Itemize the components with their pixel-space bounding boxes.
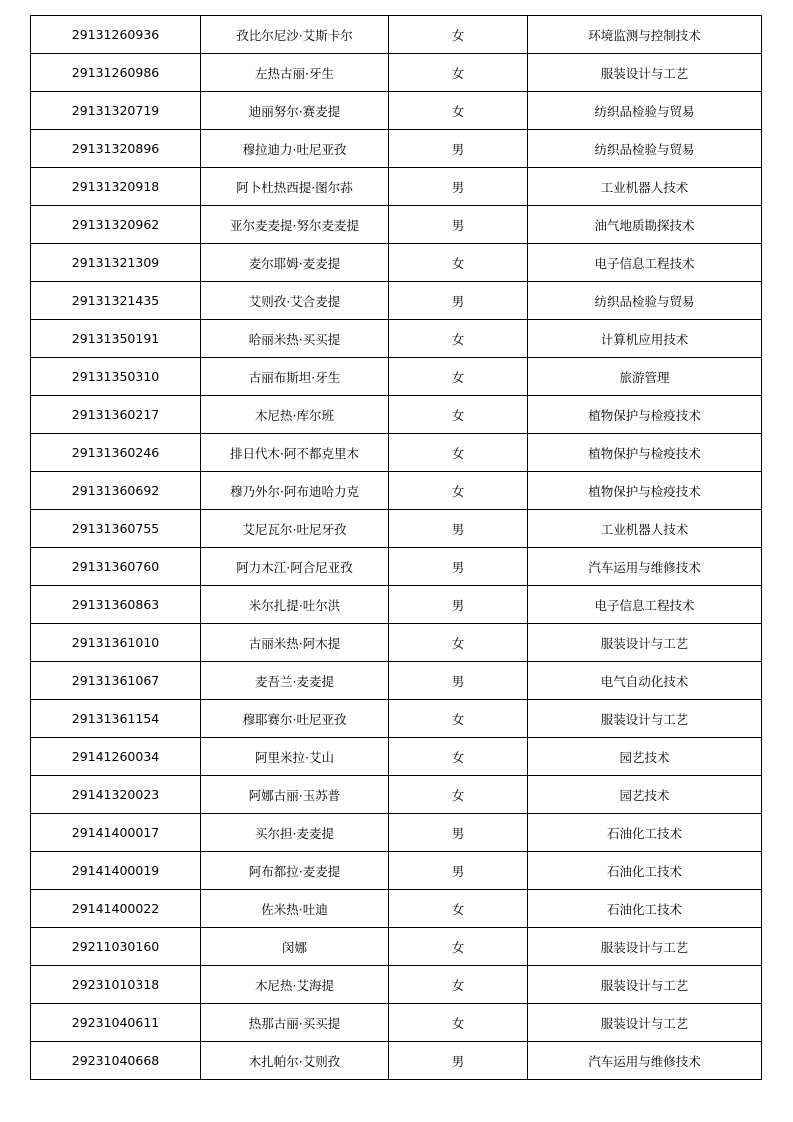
student-name-cell: 艾尼瓦尔·吐尼牙孜 — [201, 510, 389, 548]
gender-cell: 男 — [389, 586, 528, 624]
gender-cell: 男 — [389, 852, 528, 890]
gender-cell: 女 — [389, 434, 528, 472]
major-cell: 环境监测与控制技术 — [528, 16, 762, 54]
table-row — [31, 738, 762, 776]
exam-id-cell: 29141400019 — [31, 852, 201, 890]
exam-id-cell: 29131320918 — [31, 168, 201, 206]
table-row — [31, 320, 762, 358]
major-cell: 计算机应用技术 — [528, 320, 762, 358]
major-cell: 服装设计与工艺 — [528, 1004, 762, 1042]
major-cell: 服装设计与工艺 — [528, 624, 762, 662]
student-name-cell: 古丽布斯坦·牙生 — [201, 358, 389, 396]
gender-cell: 女 — [389, 396, 528, 434]
major-cell: 电子信息工程技术 — [528, 244, 762, 282]
gender-cell: 女 — [389, 700, 528, 738]
table-row — [31, 1004, 762, 1042]
gender-cell: 女 — [389, 776, 528, 814]
table-row — [31, 130, 762, 168]
table-row — [31, 662, 762, 700]
table-body — [31, 16, 762, 1080]
gender-cell: 男 — [389, 510, 528, 548]
student-name-cell: 阿力木江·阿合尼亚孜 — [201, 548, 389, 586]
student-name-cell: 佐米热·吐迪 — [201, 890, 389, 928]
exam-id-cell: 29131260936 — [31, 16, 201, 54]
student-name-cell: 孜比尔尼沙·艾斯卡尔 — [201, 16, 389, 54]
gender-cell: 女 — [389, 472, 528, 510]
gender-cell: 女 — [389, 966, 528, 1004]
table-row — [31, 92, 762, 130]
major-cell: 纺织品检验与贸易 — [528, 92, 762, 130]
table-row — [31, 244, 762, 282]
gender-cell: 女 — [389, 92, 528, 130]
student-name-cell: 艾则孜·艾合麦提 — [201, 282, 389, 320]
student-name-cell: 热那古丽·买买提 — [201, 1004, 389, 1042]
major-cell: 服装设计与工艺 — [528, 966, 762, 1004]
student-name-cell: 木尼热·库尔班 — [201, 396, 389, 434]
student-name-cell: 闵娜 — [201, 928, 389, 966]
table-row — [31, 16, 762, 54]
exam-id-cell: 29131320719 — [31, 92, 201, 130]
student-name-cell: 麦吾兰·麦麦提 — [201, 662, 389, 700]
major-cell: 植物保护与检疫技术 — [528, 434, 762, 472]
exam-id-cell: 29131350191 — [31, 320, 201, 358]
gender-cell: 男 — [389, 168, 528, 206]
student-name-cell: 木尼热·艾海提 — [201, 966, 389, 1004]
table-row — [31, 206, 762, 244]
exam-id-cell: 29131320896 — [31, 130, 201, 168]
gender-cell: 女 — [389, 928, 528, 966]
exam-id-cell: 29141320023 — [31, 776, 201, 814]
table-row — [31, 776, 762, 814]
table-row — [31, 396, 762, 434]
student-name-cell: 阿布都拉·麦麦提 — [201, 852, 389, 890]
major-cell: 服装设计与工艺 — [528, 928, 762, 966]
table-row — [31, 282, 762, 320]
gender-cell: 女 — [389, 54, 528, 92]
table-row — [31, 814, 762, 852]
table-row — [31, 700, 762, 738]
major-cell: 植物保护与检疫技术 — [528, 396, 762, 434]
exam-id-cell: 29131361010 — [31, 624, 201, 662]
student-name-cell: 米尔扎提·吐尔洪 — [201, 586, 389, 624]
table-row — [31, 434, 762, 472]
major-cell: 服装设计与工艺 — [528, 54, 762, 92]
exam-id-cell: 29141400017 — [31, 814, 201, 852]
student-name-cell: 木扎帕尔·艾则孜 — [201, 1042, 389, 1080]
table-row — [31, 586, 762, 624]
student-name-cell: 亚尔麦麦提·努尔麦麦提 — [201, 206, 389, 244]
exam-id-cell: 29131360863 — [31, 586, 201, 624]
gender-cell: 女 — [389, 244, 528, 282]
major-cell: 石油化工技术 — [528, 852, 762, 890]
major-cell: 汽车运用与维修技术 — [528, 548, 762, 586]
exam-id-cell: 29141400022 — [31, 890, 201, 928]
gender-cell: 女 — [389, 1004, 528, 1042]
major-cell: 工业机器人技术 — [528, 510, 762, 548]
major-cell: 石油化工技术 — [528, 890, 762, 928]
student-name-cell: 穆耶赛尔·吐尼亚孜 — [201, 700, 389, 738]
table-row — [31, 358, 762, 396]
student-name-cell: 古丽米热·阿木提 — [201, 624, 389, 662]
exam-id-cell: 29141260034 — [31, 738, 201, 776]
gender-cell: 女 — [389, 320, 528, 358]
exam-id-cell: 29131321435 — [31, 282, 201, 320]
exam-id-cell: 29131360760 — [31, 548, 201, 586]
student-list-table-container — [30, 15, 761, 1080]
exam-id-cell: 29131320962 — [31, 206, 201, 244]
exam-id-cell: 29131361067 — [31, 662, 201, 700]
table-row — [31, 928, 762, 966]
exam-id-cell: 29231040611 — [31, 1004, 201, 1042]
table-row — [31, 510, 762, 548]
student-name-cell: 穆乃外尔·阿布迪哈力克 — [201, 472, 389, 510]
table-row — [31, 1042, 762, 1080]
gender-cell: 男 — [389, 206, 528, 244]
major-cell: 园艺技术 — [528, 776, 762, 814]
student-name-cell: 阿娜古丽·玉苏普 — [201, 776, 389, 814]
table-row — [31, 168, 762, 206]
major-cell: 植物保护与检疫技术 — [528, 472, 762, 510]
student-list-table — [30, 15, 762, 1080]
major-cell: 电气自动化技术 — [528, 662, 762, 700]
exam-id-cell: 29131360217 — [31, 396, 201, 434]
gender-cell: 女 — [389, 624, 528, 662]
gender-cell: 男 — [389, 548, 528, 586]
table-row — [31, 966, 762, 1004]
student-name-cell: 阿卜杜热西提·图尔荪 — [201, 168, 389, 206]
major-cell: 石油化工技术 — [528, 814, 762, 852]
gender-cell: 女 — [389, 738, 528, 776]
student-name-cell: 排日代木·阿不都克里木 — [201, 434, 389, 472]
gender-cell: 男 — [389, 814, 528, 852]
major-cell: 园艺技术 — [528, 738, 762, 776]
gender-cell: 女 — [389, 16, 528, 54]
student-name-cell: 阿里米拉·艾山 — [201, 738, 389, 776]
student-name-cell: 迪丽努尔·赛麦提 — [201, 92, 389, 130]
gender-cell: 女 — [389, 358, 528, 396]
major-cell: 工业机器人技术 — [528, 168, 762, 206]
student-name-cell: 哈丽米热·买买提 — [201, 320, 389, 358]
student-name-cell: 穆拉迪力·吐尼亚孜 — [201, 130, 389, 168]
gender-cell: 男 — [389, 662, 528, 700]
exam-id-cell: 29131360246 — [31, 434, 201, 472]
major-cell: 服装设计与工艺 — [528, 700, 762, 738]
exam-id-cell: 29131350310 — [31, 358, 201, 396]
major-cell: 汽车运用与维修技术 — [528, 1042, 762, 1080]
major-cell: 纺织品检验与贸易 — [528, 282, 762, 320]
table-row — [31, 624, 762, 662]
gender-cell: 女 — [389, 890, 528, 928]
student-name-cell: 左热古丽·牙生 — [201, 54, 389, 92]
major-cell: 旅游管理 — [528, 358, 762, 396]
table-row — [31, 54, 762, 92]
student-name-cell: 买尔担·麦麦提 — [201, 814, 389, 852]
table-row — [31, 852, 762, 890]
exam-id-cell: 29131321309 — [31, 244, 201, 282]
exam-id-cell: 29131360692 — [31, 472, 201, 510]
major-cell: 油气地质勘探技术 — [528, 206, 762, 244]
major-cell: 纺织品检验与贸易 — [528, 130, 762, 168]
table-row — [31, 472, 762, 510]
exam-id-cell: 29131361154 — [31, 700, 201, 738]
gender-cell: 男 — [389, 130, 528, 168]
exam-id-cell: 29131260986 — [31, 54, 201, 92]
exam-id-cell: 29231010318 — [31, 966, 201, 1004]
gender-cell: 男 — [389, 1042, 528, 1080]
table-row — [31, 890, 762, 928]
exam-id-cell: 29231040668 — [31, 1042, 201, 1080]
gender-cell: 男 — [389, 282, 528, 320]
exam-id-cell: 29211030160 — [31, 928, 201, 966]
table-row — [31, 548, 762, 586]
student-name-cell: 麦尔耶姆·麦麦提 — [201, 244, 389, 282]
exam-id-cell: 29131360755 — [31, 510, 201, 548]
major-cell: 电子信息工程技术 — [528, 586, 762, 624]
